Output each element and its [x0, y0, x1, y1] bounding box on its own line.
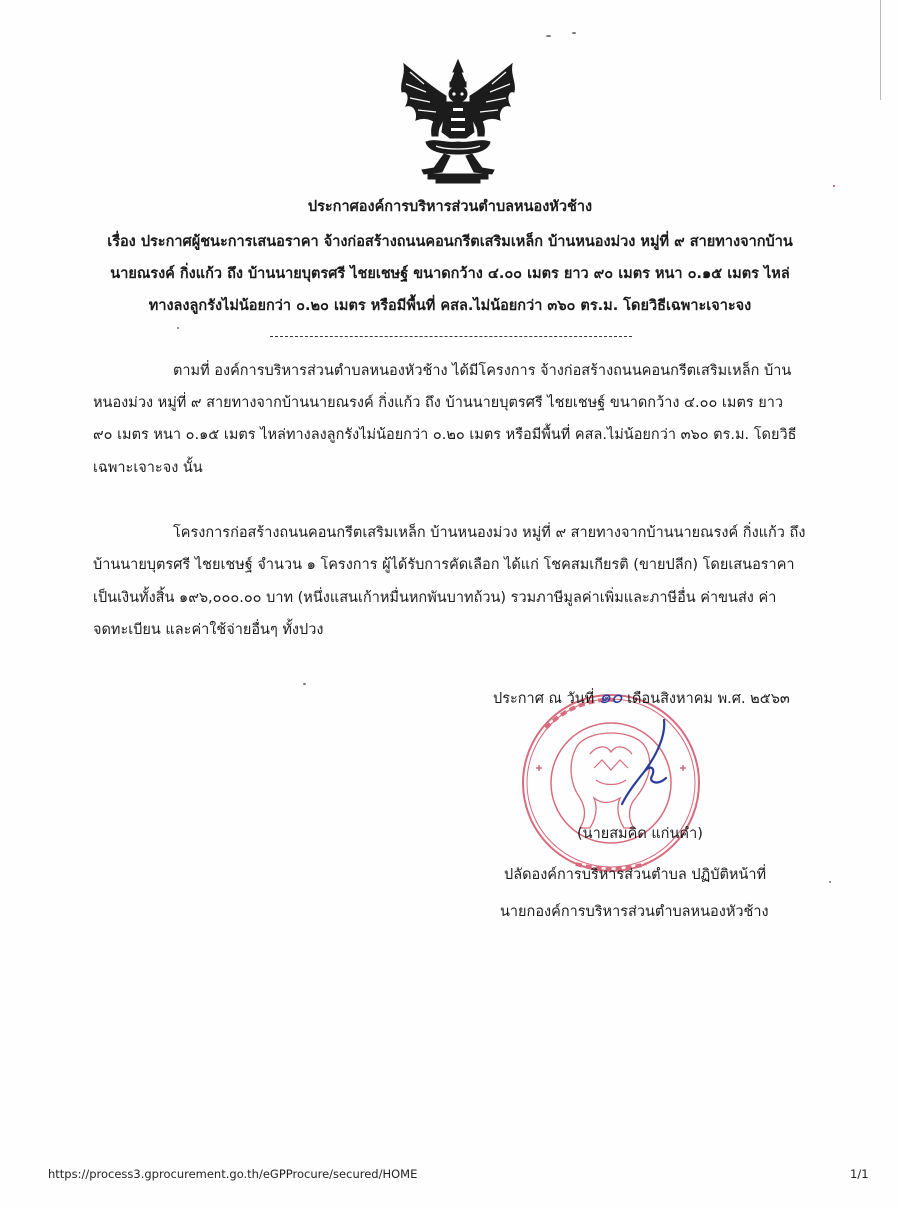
- footer-page-number: 1/1: [850, 1167, 869, 1181]
- subject-line-2: นายณรงค์ กิ่งแก้ว ถึง บ้านนายบุตรศรี ไชยเชษฐ์ ขนาดกว้าง ๔.๐๐ เมตร ยาว ๙๐ เมตร หนา ๐.๑๕ เมตร ไหล่: [110, 266, 790, 282]
- scan-speck: [303, 683, 306, 685]
- subject-line-1: เรื่อง ประกาศผู้ชนะการเสนอราคา จ้างก่อสร้างถนนคอนกรีตเสริมเหล็ก บ้านหนองม่วง หมู่ที่ ๙ สายทางจากบ้าน: [107, 234, 793, 250]
- paragraph-2-line-1: โครงการก่อสร้างถนนคอนกรีตเสริมเหล็ก บ้านหนองม่วง หมู่ที่ ๙ สายทางจากบ้านนายณรงค์ กิ่งแก้ว ถึง: [173, 525, 806, 541]
- paragraph-2-line-3: เป็นเงินทั้งสิ้น ๑๙๖,๐๐๐.๐๐ บาท (หนึ่งแสนเก้าหมื่นหกพันบาทถ้วน) รวมภาษีมูลค่าเพิ่มและภาษีอื่น ค่าขนส่ง ค่า: [93, 590, 777, 606]
- garuda-emblem-icon: [396, 58, 520, 184]
- signatory-position-2: นายกองค์การบริหารส่วนตำบลหนองหัวช้าง: [500, 904, 769, 920]
- paragraph-1-line-1: ตามที่ องค์การบริหารส่วนตำบลหนองหัวช้าง ได้มีโครงการ จ้างก่อสร้างถนนคอนกรีตเสริมเหล็ก บ้าน: [173, 363, 792, 379]
- paragraph-2-line-4: จดทะเบียน และค่าใช้จ่ายอื่นๆ ทั้งปวง: [93, 622, 324, 638]
- signatory-position-1: ปลัดองค์การบริหารส่วนตำบล ปฏิบัติหน้าที่: [504, 867, 767, 883]
- scan-edge: [880, 0, 881, 100]
- scan-speck: [177, 327, 179, 329]
- handwritten-signature: [606, 716, 686, 816]
- date-prefix: ประกาศ ณ วันที่: [493, 691, 595, 707]
- scan-speck: [829, 881, 831, 883]
- footer-url: https://process3.gprocurement.go.th/eGPProcure/secured/HOME: [48, 1167, 418, 1181]
- paragraph-1-line-2: หนองม่วง หมู่ที่ ๙ สายทางจากบ้านนายณรงค์ กิ่งแก้ว ถึง บ้านนายบุตรศรี ไชยเชษฐ์ ขนาดกว้าง ๔.๐๐ เมตร ยาว: [93, 395, 784, 411]
- date-day-handwritten: ๑๐: [598, 686, 623, 708]
- scan-speck: [833, 185, 835, 187]
- separator-line: [270, 336, 632, 337]
- paragraph-1-line-3: ๙๐ เมตร หนา ๐.๑๕ เมตร ไหล่ทางลงลูกรังไม่น้อยกว่า ๐.๒๐ เมตร หรือมีพื้นที่ คสล.ไม่น้อยกว่า ๓๖๐ ตร.ม. โดยวิธี: [93, 427, 797, 443]
- subject-line-3: ทางลงลูกรังไม่น้อยกว่า ๐.๒๐ เมตร หรือมีพื้นที่ คสล.ไม่น้อยกว่า ๓๖๐ ตร.ม. โดยวิธีเฉพาะเจาะจง: [148, 298, 752, 314]
- signatory-name: (นายสมคิด แก่นคำ): [577, 826, 703, 842]
- org-announcement-title: ประกาศองค์การบริหารส่วนตำบลหนองหัวช้าง: [307, 199, 593, 215]
- scan-speck: [546, 35, 551, 37]
- paragraph-2-line-2: บ้านนายบุตรศรี ไชยเชษฐ์ จำนวน ๑ โครงการ ผู้ได้รับการคัดเลือก ได้แก่ โชคสมเกียรติ (ขายปลีก) โดยเสนอราคา: [93, 557, 795, 573]
- scan-speck: [572, 32, 576, 34]
- paragraph-1-line-4: เฉพาะเจาะจง นั้น: [93, 460, 203, 476]
- date-suffix: เดือนสิงหาคม พ.ศ. ๒๕๖๓: [627, 691, 790, 707]
- announcement-date: [493, 687, 790, 709]
